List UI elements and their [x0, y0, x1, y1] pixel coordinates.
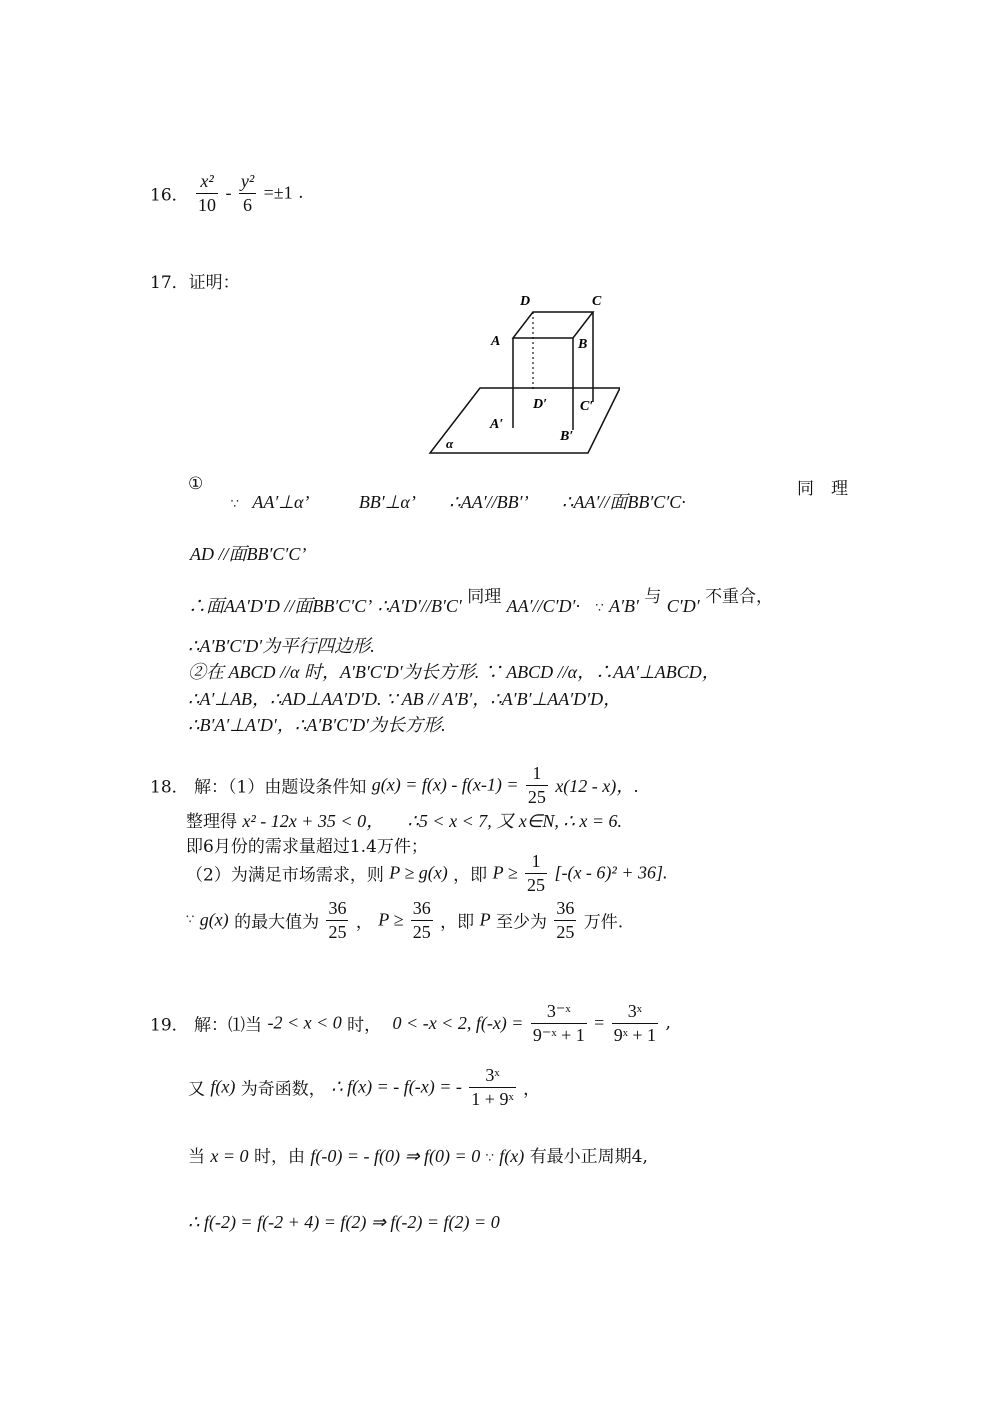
circled-one: ① — [188, 474, 204, 494]
label-B: B — [578, 337, 588, 352]
q17-line6: ∴A′⊥AB，∴AD⊥AA′D′D. ∵ AB // A′B′，∴A′B′⊥AA′D′D， — [188, 689, 622, 709]
q18-line1: 18． 解：（1）由题设条件知 g(x) = f(x) - f(x-1) = $\frac{1}{25}$ x(12 - x)，. — [150, 763, 639, 807]
q17-line1: ① $_\because$ AA′⊥α’ BB′⊥α’ ∴AA′//BB′’ ∴AA′//面BB′C′C· 同 理 — [188, 474, 848, 512]
q18-fraction-36-25a: $\frac{36}{25}$ — [328, 898, 347, 942]
q18-fraction-36-25b: $\frac{36}{25}$ — [412, 898, 431, 942]
q19-fraction-a: $\frac{\text{3⁻ˣ}}{\text{9⁻ˣ + 1}}$ — [532, 1001, 585, 1045]
cube-plane-diagram — [420, 290, 620, 460]
plane-alpha — [430, 388, 620, 453]
because-box: ∵ — [595, 601, 604, 616]
q19-line3: 当 x = 0 时，由 f(-0) = - f(0) ⇒ f(0) = 0 ∵ f(x) 有最小正周期4, — [188, 1146, 648, 1167]
q18-line3: 即6月份的需求量超过1.4万件； — [186, 837, 428, 857]
label-alpha: α — [446, 436, 454, 451]
q18-line5: ∵ g(x) 的最大值为 $\frac{36}{25}$ ， P ≥ $\frac{36}{25}$ ，即 P 至少为 $\frac{36}{25}$ 万件. — [186, 898, 624, 942]
q16-fraction-y: $\frac{\text{y²}}{6}$ — [240, 171, 255, 215]
label-A: A — [491, 334, 501, 349]
q16-fraction-x: $\frac{\text{x²}}{10}$ — [198, 171, 217, 215]
q17-line3: ∴面AA′D′D //面BB′C′C’ ∴A′D′//B′C′ 同理 AA′//C′D′· $_\because$ A′B′ 与 C′D′ 不重合， — [188, 587, 774, 616]
label-Dp: D′ — [533, 397, 548, 412]
q18-fraction-1-25b: $\frac{1}{25}$ — [527, 851, 546, 895]
q17-title: 证明： — [188, 273, 240, 293]
q19-fraction-c: $\frac{\text{3ˣ}}{\text{1 + 9ˣ}}$ — [471, 1065, 514, 1109]
q19-line1: 19． 解：⑴当 -2 < x < 0 时， 0 < -x < 2, f(-x) = $\frac{\text{3⁻ˣ}}{\text{9⁻ˣ + 1}}$ = $\frac{\text{3ˣ}}{\text{9ˣ + 1}}$ , — [150, 1001, 671, 1045]
q19-line4: ∴ f(-2) = f(-2 + 4) = f(2) ⇒ f(-2) = f(2) = 0 — [188, 1212, 500, 1232]
q16-line: 16． $\frac{\text{x²}}{10}$ - $\frac{\text{y²}}{6}$ =±1 . — [150, 171, 304, 215]
q18-fraction-1-25: $\frac{1}{25}$ — [527, 763, 546, 807]
q16-number: 16． — [150, 185, 189, 206]
q17-line2: AD //面BB′C′C’ — [190, 544, 307, 564]
q17-line4: ∴A′B′C′D′为平行四边形. — [188, 636, 375, 656]
label-D: D — [520, 294, 531, 309]
label-Cp: C′ — [580, 399, 594, 414]
q18-line2: 整理得 x² - 12x + 35 < 0， ∴5 < x < 7, 又 x∈N, ∴ x = 6. — [186, 811, 622, 832]
because-box: ∵ — [230, 497, 239, 512]
q18-number: 18． — [150, 777, 189, 798]
q18-fraction-36-25c: $\frac{36}{25}$ — [556, 898, 575, 942]
q17-line5: ②在 ABCD //α 时，A′B′C′D′为长方形. ∵ ABCD //α，∴AA′⊥ABCD， — [188, 662, 720, 682]
label-Ap: A′ — [490, 417, 504, 432]
q17-heading — [150, 268, 240, 293]
because-box: ∵ — [186, 912, 195, 928]
q17-line7: ∴B′A′⊥A′D′，∴A′B′C′D′为长方形. — [188, 715, 446, 735]
because-box: ∵ — [485, 1151, 494, 1166]
q18-line4: （2）为满足市场需求，则 P ≥ g(x) ，即 P ≥ $\frac{1}{25}$ [-(x - 6)² + 36]. — [186, 851, 668, 895]
q19-fraction-b: $\frac{\text{3ˣ}}{\text{9ˣ + 1}}$ — [613, 1001, 657, 1045]
q19-number: 19． — [150, 1015, 189, 1036]
q19-line2: 又 f(x) 为奇函数， ∴ f(x) = - f(-x) = - $\frac{\text{3ˣ}}{\text{1 + 9ˣ}}$ ， — [188, 1065, 541, 1109]
cube-top-face — [513, 312, 593, 338]
q17-number: 17． — [150, 273, 189, 293]
label-Bp: B′ — [560, 429, 574, 444]
label-C: C — [592, 294, 602, 309]
